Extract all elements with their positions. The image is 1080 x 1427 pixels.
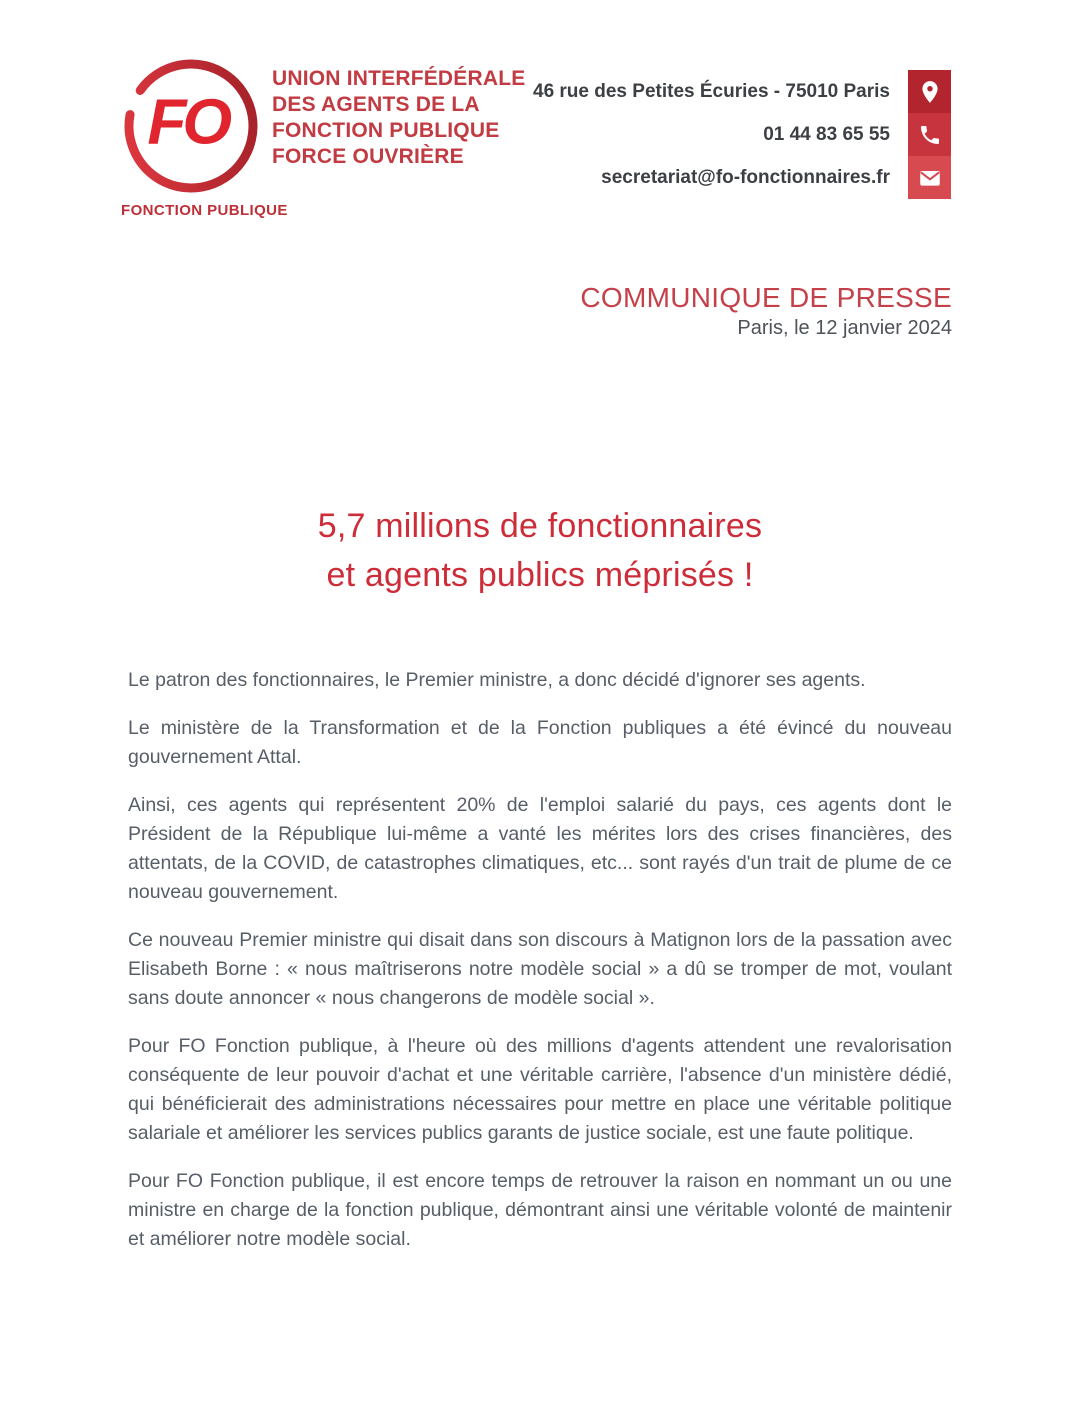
fo-logo-mark — [121, 56, 261, 196]
headline-line-1: 5,7 millions de fonctionnaires — [317, 507, 763, 545]
contact-email-row — [533, 156, 951, 199]
fo-logo-letters: FO — [147, 85, 229, 158]
press-release-label: COMMUNIQUE DE PRESSE — [580, 282, 952, 313]
org-name-line: FORCE OUVRIÈRE — [272, 145, 464, 168]
body-paragraph: Pour FO Fonction publique, à l'heure où des millions d'agents attendent une revalorisation conséquente de leur pouvoir d'achat et une véritable carrière, l'absence d'un ministère dédié, qui bénéficierait des administrations nécessaires pour mettre en place une véritable politique salariale et améliorer les services publics garants de justice sociale, est une faute politique. — [128, 1035, 952, 1144]
contact-address-row — [533, 70, 951, 113]
contact-phone-row — [533, 113, 951, 156]
fo-logo-caption: FONCTION PUBLIQUE — [121, 202, 288, 219]
phone-text: 01 44 83 65 55 — [763, 123, 890, 145]
body-paragraph: Le patron des fonctionnaires, le Premier ministre, a donc décidé d'ignorer ses agents. — [128, 669, 866, 691]
envelope-icon — [908, 156, 951, 199]
fo-logo — [121, 56, 291, 219]
location-pin-icon — [908, 70, 951, 113]
organization-name — [272, 66, 525, 170]
body-paragraph: Pour FO Fonction publique, il est encore temps de retrouver la raison en nommant un ou une ministre en charge de la fonction publique, démontrant ainsi une véritable volonté de maintenir et améliorer notre modèle social. — [128, 1170, 952, 1250]
headline-line-2: et agents publics méprisés ! — [326, 556, 754, 594]
dateline: Paris, le 12 janvier 2024 — [737, 317, 952, 339]
contact-info — [533, 70, 951, 199]
org-name-line: FONCTION PUBLIQUE — [272, 119, 500, 142]
press-header — [580, 282, 952, 342]
org-name-line: UNION INTERFÉDÉRALE — [272, 67, 526, 90]
phone-icon — [908, 113, 951, 156]
headline — [0, 502, 1080, 600]
body-paragraph: Ainsi, ces agents qui représentent 20% de l'emploi salarié du pays, ces agents dont le Président de la République lui-même a vanté les mérites lors des crises financières, des attentats, de la COVID, de catastrophes climatiques, etc... sont rayés d'un trait de plume de ce nouveau gouvernement. — [128, 794, 952, 903]
press-release-body — [128, 666, 952, 1273]
org-name-line: DES AGENTS DE LA — [272, 93, 480, 116]
address-text: 46 rue des Petites Écuries - 75010 Paris — [533, 80, 890, 102]
body-paragraph: Ce nouveau Premier ministre qui disait dans son discours à Matignon lors de la passation avec Elisabeth Borne : « nous maîtriserons notre modèle social » a dû se tromper de mot, voulant sans doute annoncer « nous changerons de modèle social ». — [128, 929, 952, 1009]
body-paragraph: Le ministère de la Transformation et de la Fonction publiques a été évincé du nouveau gouvernement Attal. — [128, 717, 952, 768]
email-text: secretariat@fo-fonctionnaires.fr — [601, 166, 890, 188]
